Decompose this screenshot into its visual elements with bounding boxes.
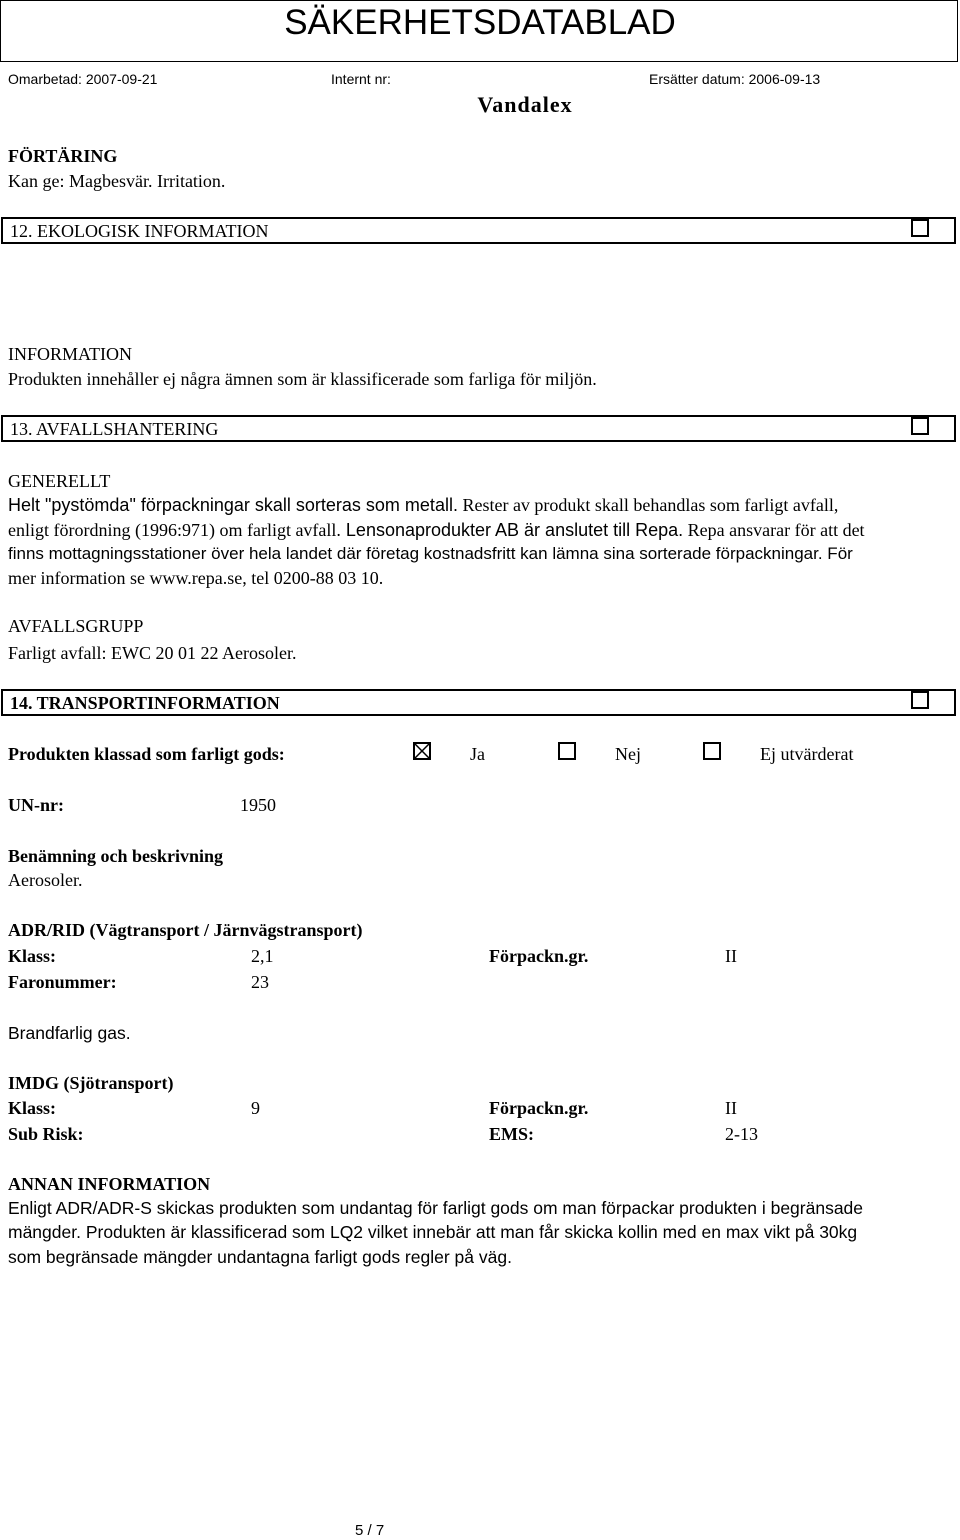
checked-x-icon: [415, 744, 429, 758]
ej-utvarderat-checkbox[interactable]: [703, 742, 721, 760]
replaces-date: Ersätter datum: 2006-09-13: [649, 71, 821, 87]
classified-label: Produkten klassad som farligt gods:: [8, 744, 285, 764]
adr-hazard-label: Faronummer:: [8, 972, 117, 992]
general-line-1b: Rester av produkt skall behandlas som farligt avfall,: [457, 495, 839, 515]
other-line-3: som begränsade mängder undantagna farligt gods regler på väg.: [8, 1247, 512, 1267]
nej-label: Nej: [615, 744, 641, 764]
imdg-ems-label: EMS:: [489, 1124, 534, 1144]
adr-class-label: Klass:: [8, 946, 57, 966]
general-line-4: mer information se www.repa.se, tel 0200-88 03 10.: [8, 568, 384, 588]
waste-group-text: Farligt avfall: EWC 20 01 22 Aerosoler.: [8, 643, 297, 663]
page-number: 5 / 7: [355, 1522, 385, 1539]
ingestion-text: Kan ge: Magbesvär. Irritation.: [8, 171, 226, 191]
other-heading: ANNAN INFORMATION: [8, 1174, 211, 1194]
other-line-2: mängder. Produkten är klassificerad som LQ2 vilket innebär att man får skicka kollin med en max vikt på 30kg: [8, 1222, 858, 1242]
document-title: SÄKERHETSDATABLAD: [284, 3, 676, 42]
general-line-2: [8, 518, 865, 542]
un-label: UN-nr:: [8, 795, 64, 815]
section-12-title: 12. EKOLOGISK INFORMATION: [10, 221, 269, 241]
name-heading: Benämning och beskrivning: [8, 846, 224, 866]
section-13-title: 13. AVFALLSHANTERING: [10, 419, 219, 439]
section-12-bar: [1, 217, 956, 244]
ingestion-heading: FÖRTÄRING: [8, 146, 118, 166]
section-12-info-text: Produkten innehåller ej några ämnen som är klassificerade som farliga för miljön.: [8, 369, 597, 389]
product-name: Vandalex: [477, 92, 573, 117]
adr-note: Brandfarlig gas.: [8, 1023, 131, 1043]
adr-class-value: 2,1: [251, 946, 274, 966]
section-13-checkbox[interactable]: [911, 417, 929, 435]
imdg-ems-value: 2-13: [725, 1124, 758, 1144]
general-line-3: finns mottagningsstationer över hela landet där företag kostnadsfritt kan lämna sina sorterade förpackningar. För: [8, 544, 853, 563]
section-14-checkbox[interactable]: [911, 691, 929, 709]
ja-checkbox[interactable]: [413, 742, 431, 760]
general-line-2a: enligt förordning (1996:971) om farligt avfall.: [8, 520, 341, 540]
adr-hazard-value: 23: [251, 972, 269, 992]
general-heading: GENERELLT: [8, 471, 111, 491]
internal-number-label: Internt nr:: [331, 71, 391, 87]
un-value: 1950: [240, 795, 276, 815]
other-line-1: Enligt ADR/ADR-S skickas produkten som undantag för farligt gods om man förpackar produkten i begränsade: [8, 1198, 864, 1218]
adr-pack-label: Förpackn.gr.: [489, 946, 589, 966]
adr-heading: ADR/RID (Vägtransport / Järnvägstransport): [8, 920, 363, 940]
nej-checkbox[interactable]: [558, 742, 576, 760]
imdg-heading: IMDG (Sjötransport): [8, 1073, 174, 1093]
section-13-bar: [1, 415, 956, 442]
waste-group-heading: AVFALLSGRUPP: [8, 616, 144, 636]
ej-utvarderat-label: Ej utvärderat: [760, 744, 854, 764]
imdg-class-label: Klass:: [8, 1098, 57, 1118]
ja-label: Ja: [470, 744, 485, 764]
section-14-title: 14. TRANSPORTINFORMATION: [10, 693, 280, 713]
general-line-2c: Repa ansvarar för att det: [683, 520, 865, 540]
revised-date: Omarbetad: 2007-09-21: [8, 71, 158, 87]
section-12-checkbox[interactable]: [911, 219, 929, 237]
imdg-pack-value: II: [725, 1098, 737, 1118]
imdg-class-value: 9: [251, 1098, 260, 1118]
general-line-1: [8, 493, 838, 517]
general-line-1a: Helt "pystömda" förpackningar skall sorteras som metall.: [8, 495, 458, 515]
general-line-2b: Lensonaprodukter AB är anslutet till Repa.: [340, 520, 684, 540]
adr-pack-value: II: [725, 946, 737, 966]
name-value: Aerosoler.: [8, 870, 83, 890]
section-12-info-heading: INFORMATION: [8, 344, 133, 364]
imdg-pack-label: Förpackn.gr.: [489, 1098, 589, 1118]
section-14-bar: [1, 689, 956, 716]
imdg-subrisk-label: Sub Risk:: [8, 1124, 84, 1144]
